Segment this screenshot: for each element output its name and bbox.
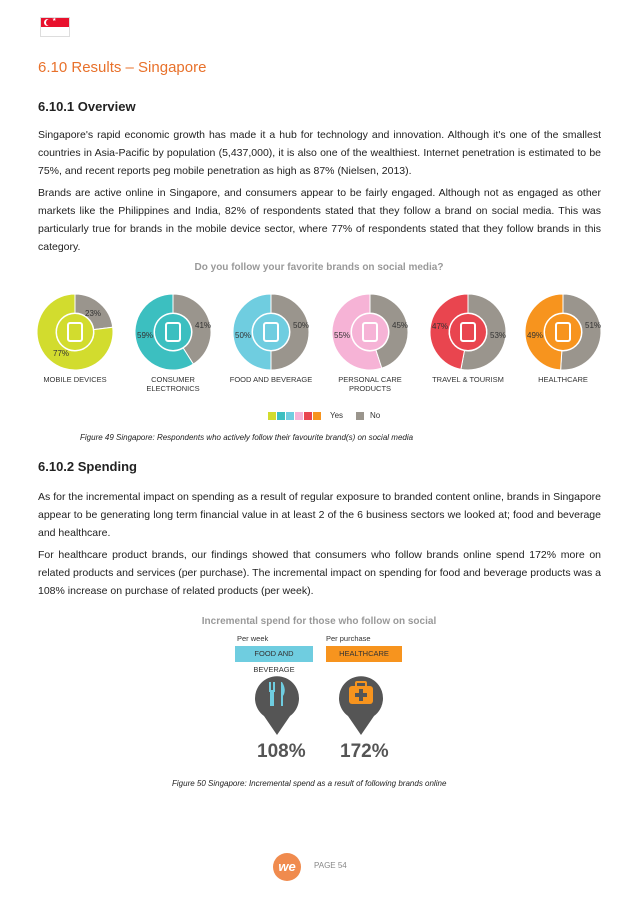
- donut-no-label-1: 23%: [85, 309, 102, 318]
- period-label-healthcare: Per purchase: [326, 634, 371, 643]
- donut-no-label-3: 50%: [293, 321, 310, 330]
- legend-swatch-no: [356, 412, 364, 420]
- food-pin-icon: [252, 670, 302, 736]
- legend-swatch-yes-3: [286, 412, 294, 420]
- mobile-phone-icon: [57, 314, 93, 350]
- spending-heading: 6.10.2 Spending: [38, 459, 137, 474]
- donut-category-label-6: HEALTHCARE: [538, 375, 588, 384]
- airplane-icon: [450, 314, 486, 350]
- donut-1: [35, 292, 115, 372]
- legend-swatch-yes-5: [304, 412, 312, 420]
- figure-50-caption: Figure 50 Singapore: Incremental spend as a result of following brands online: [172, 779, 447, 788]
- donut-chart-title: Do you follow your favorite brands on social media?: [194, 262, 444, 273]
- donut-category-label-1: MOBILE DEVICES: [43, 375, 107, 384]
- donut-no-label-2: 41%: [195, 321, 212, 330]
- page-number: PAGE 54: [314, 861, 347, 870]
- overview-paragraph-1: Singapore's rapid economic growth has made it a hub for technology and innovation. Although it's one of the smallest countries in Asia-Pacific by population (5,437,000), it is also one of the wealthiest. Internet penetration is estimated to be 75%, and recent reports peg mobile penetration as high as 87% (Nielsen, 2013).: [38, 129, 601, 177]
- category-tag-healthcare: HEALTHCARE: [326, 646, 402, 662]
- donut-no-label-4: 45%: [392, 321, 409, 330]
- legend-label-no: No: [370, 411, 381, 420]
- legend-swatch-yes-2: [277, 412, 285, 420]
- donut-category-label-4: PERSONAL CARE PRODUCTS: [338, 375, 402, 393]
- legend-swatch-yes-1: [268, 412, 276, 420]
- fork-knife-icon: [253, 314, 289, 350]
- spend-value-food-and-beverage: 108%: [257, 741, 306, 762]
- donut-category-label-5: TRAVEL & TOURISM: [432, 375, 504, 384]
- figure-49-caption: Figure 49 Singapore: Respondents who actively follow their favourite brand(s) on social media: [80, 433, 414, 442]
- donut-category-label-3: FOOD AND BEVERAGE: [229, 375, 313, 384]
- spend-value-healthcare: 172%: [340, 741, 389, 762]
- overview-heading: 6.10.1 Overview: [38, 99, 136, 114]
- medical-kit-icon: [545, 314, 581, 350]
- donut-yes-label-2: 59%: [137, 331, 154, 340]
- donut-yes-label-6: 49%: [527, 331, 544, 340]
- category-tag-food-and-beverage: FOOD AND BEVERAGE: [235, 646, 313, 662]
- legend-swatch-yes-6: [313, 412, 321, 420]
- legend-label-yes: Yes: [330, 411, 344, 420]
- singapore-flag-icon: ★: [40, 17, 70, 37]
- spending-paragraph-2: For healthcare product brands, our findings showed that consumers who follow brands online spend 172% more on related products and services (per purchase). The incremental impact on spending for food and beverage products was a 108% increase on purchase of related products (per week).: [38, 549, 601, 597]
- spending-paragraph-1: As for the incremental impact on spending as a result of regular exposure to branded content online, brands in Singapore appear to be generating long term financial value in at least 2 of the 6 business sectors we looked at; food and beverage and healthcare.: [38, 491, 601, 539]
- legend-swatch-yes-4: [295, 412, 303, 420]
- donut-yes-label-5: 47%: [432, 322, 449, 331]
- donut-no-label-6: 51%: [585, 321, 602, 330]
- donut-category-label-2: CONSUMER ELECTRONICS: [146, 375, 200, 393]
- section-title: 6.10 Results – Singapore: [38, 59, 207, 76]
- donut-yes-label-3: 50%: [235, 331, 252, 340]
- we-logo: we: [273, 853, 301, 881]
- monitor-icon: [155, 314, 191, 350]
- donut-yes-label-1: 77%: [53, 349, 70, 358]
- overview-paragraph-2: Brands are active online in Singapore, and consumers appear to be fairly engaged. Although not as engaged as other markets like the Philippines and India, 82% of respondents stated that they follow a brand on social media. This was particularly true for brands in the mobile device sector, where 77% of respondents stated that they follow brands in this category.: [38, 187, 601, 253]
- donut-yes-label-4: 55%: [334, 331, 351, 340]
- donut-no-label-5: 53%: [490, 331, 507, 340]
- spend-chart-title: Incremental spend for those who follow on social: [201, 616, 437, 627]
- healthcare-pin-icon: [336, 670, 386, 736]
- lollipop-icon: [352, 314, 388, 350]
- period-label-food: Per week: [237, 634, 269, 643]
